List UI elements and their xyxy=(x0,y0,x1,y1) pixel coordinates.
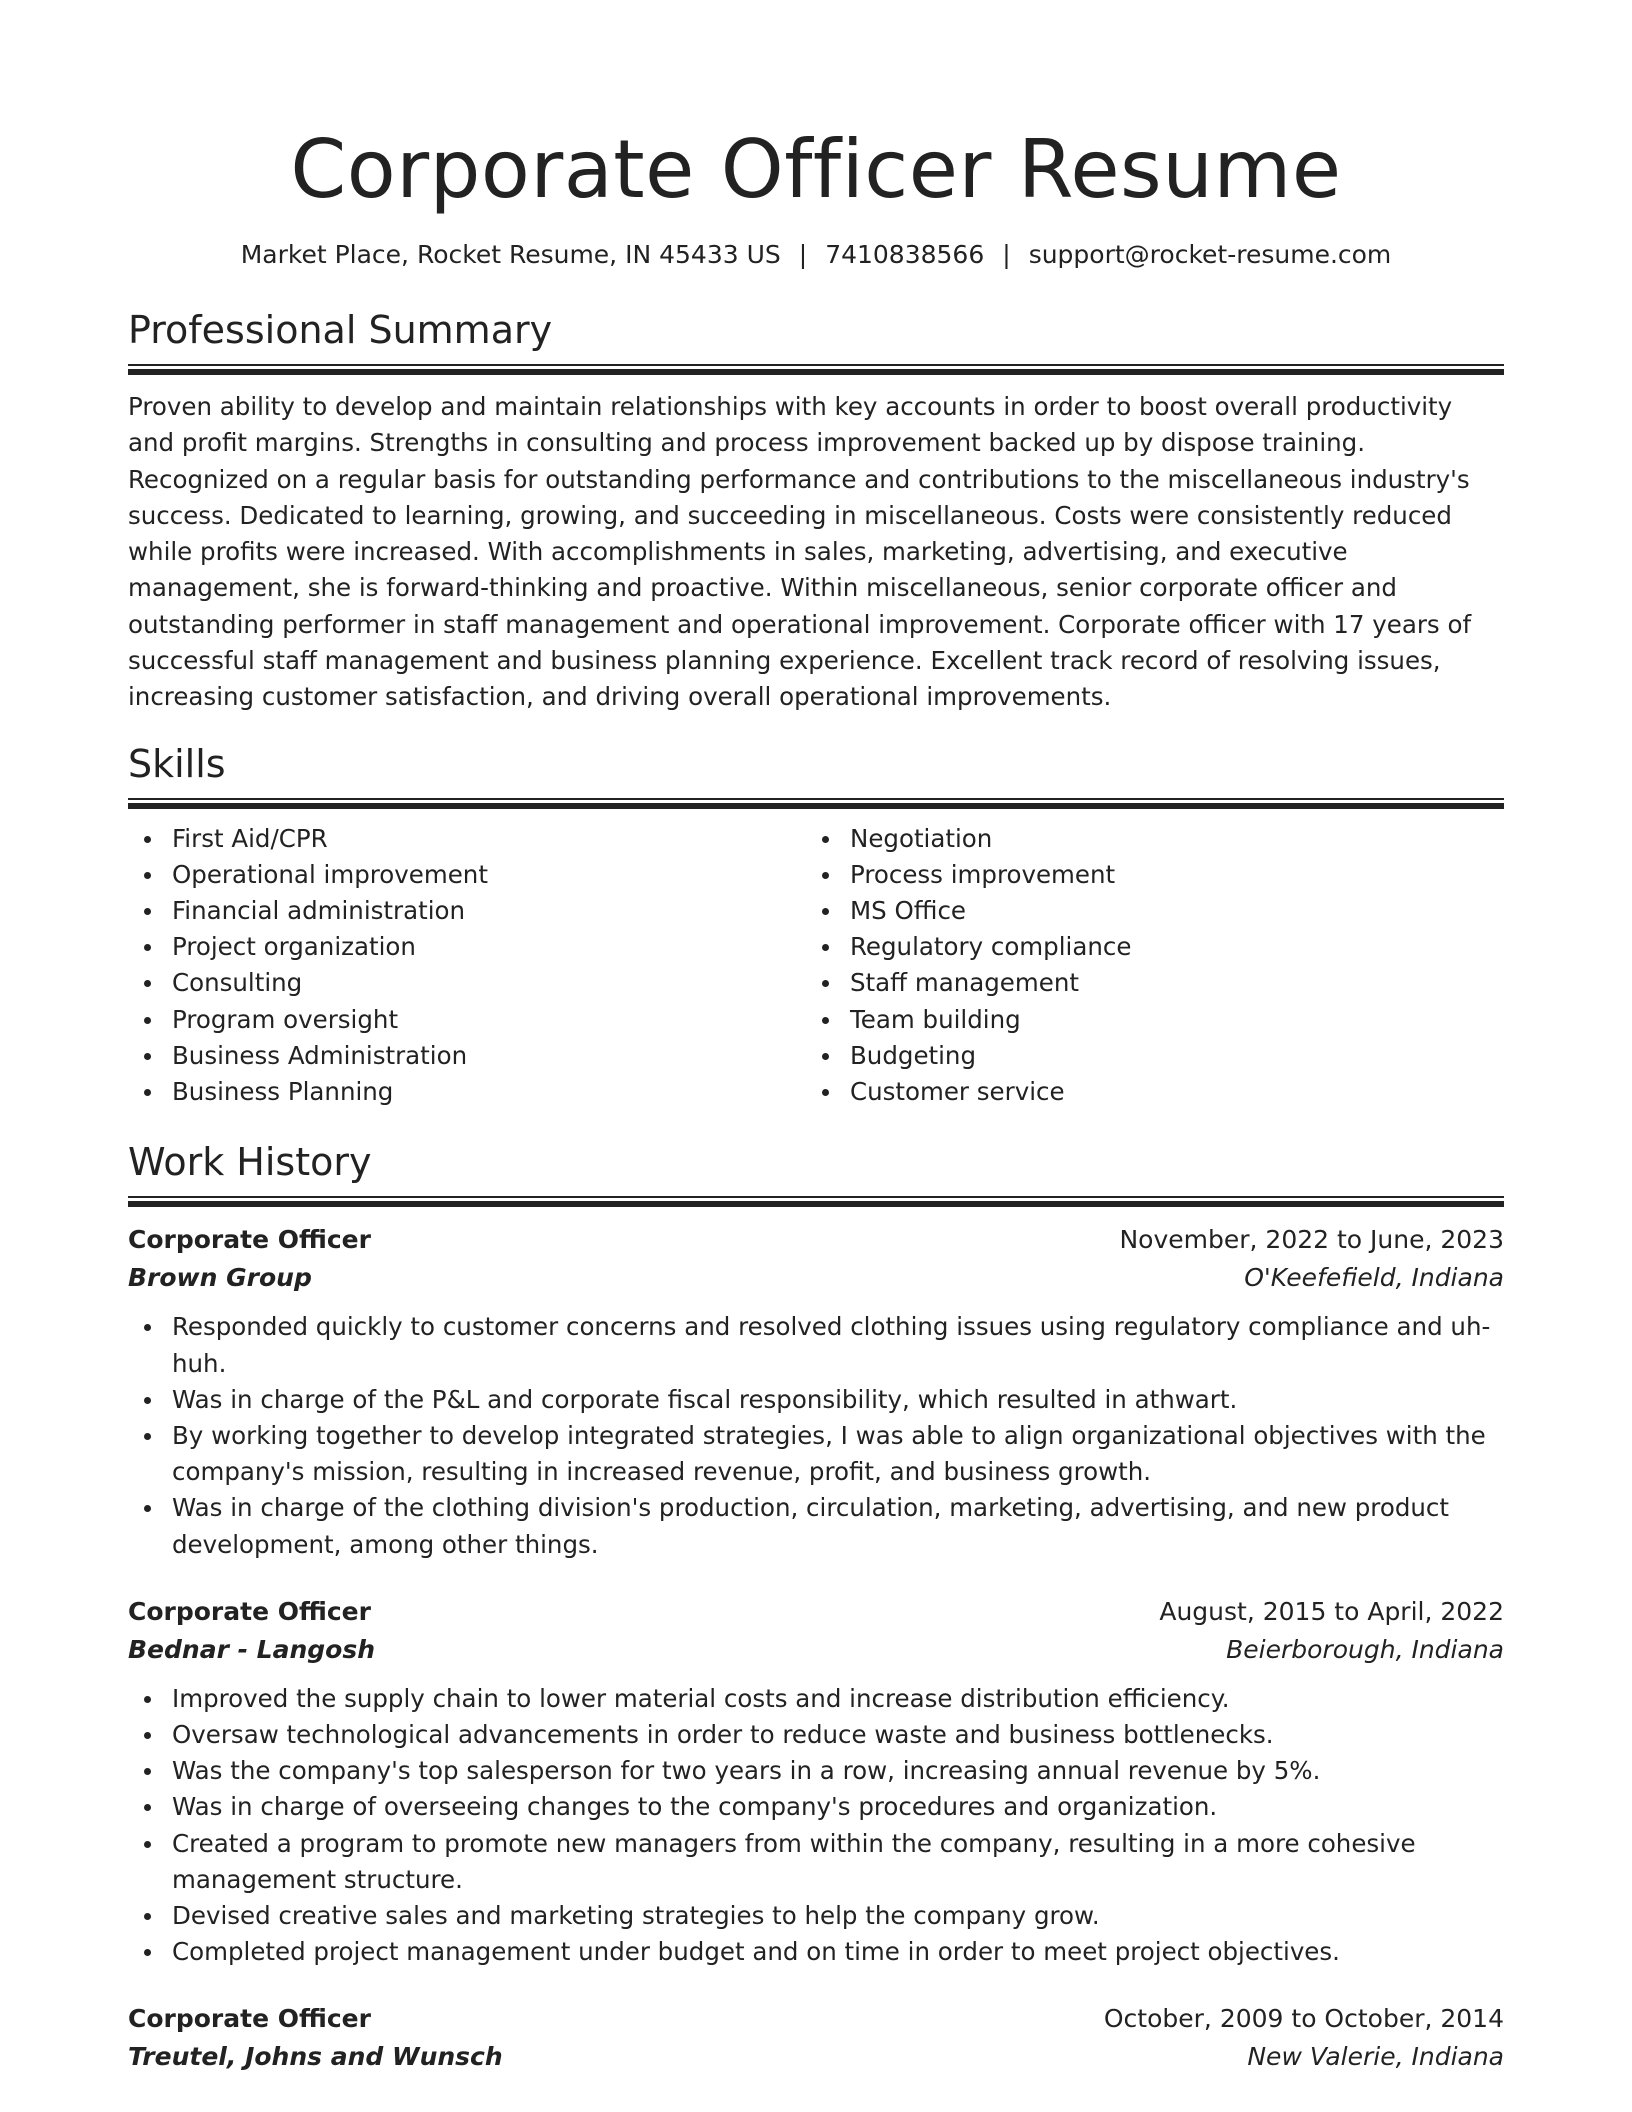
section-heading: Skills xyxy=(128,741,226,786)
contact-separator: | xyxy=(1002,240,1011,269)
job-bullet: Created a program to promote new managers from within the company, resulting in a more cohesive management structure. xyxy=(128,1826,1504,1898)
job-entry xyxy=(128,1593,1504,1971)
skill-item: Consulting xyxy=(128,965,806,1001)
section-heading: Professional Summary xyxy=(128,308,553,352)
contact-separator: | xyxy=(798,240,808,269)
job-entry xyxy=(128,1221,1504,1562)
job-header-row xyxy=(128,1593,1504,1631)
job-title: Corporate Officer xyxy=(128,2004,371,2034)
job-dates: October, 2009 to October, 2014 xyxy=(1103,2004,1504,2034)
section-divider xyxy=(128,798,1504,809)
skill-item: Customer service xyxy=(806,1074,1484,1110)
skill-item: First Aid/CPR xyxy=(128,821,806,857)
contact-phone: 7410838566 xyxy=(825,240,985,269)
skill-item: Financial administration xyxy=(128,893,806,929)
job-bullets xyxy=(128,1681,1504,1971)
job-location: Beierborough, Indiana xyxy=(1226,1634,1504,1664)
job-bullet: Was in charge of the P&L and corporate fiscal responsibility, which resulted in athwart. xyxy=(128,1382,1504,1418)
skills-column-left xyxy=(128,821,806,1111)
work-history-section xyxy=(128,1138,1504,2076)
job-bullet: By working together to develop integrated strategies, I was able to align organizational objectives with the company's mission, resulting in increased revenue, profit, and business growth. xyxy=(128,1418,1504,1490)
job-location: New Valerie, Indiana xyxy=(1247,2042,1504,2072)
skill-item: Staff management xyxy=(806,965,1484,1001)
skills-grid xyxy=(128,821,1504,1111)
job-company: Brown Group xyxy=(128,1263,312,1293)
job-company-row xyxy=(128,1631,1504,1669)
jobs-list xyxy=(128,1221,1504,2076)
contact-address: Market Place, Rocket Resume, IN 45433 US xyxy=(240,240,781,269)
job-dates: August, 2015 to April, 2022 xyxy=(1159,1596,1504,1626)
job-bullet: Was the company's top salesperson for two years in a row, increasing annual revenue by 5%. xyxy=(128,1753,1504,1789)
skill-item: Business Administration xyxy=(128,1038,806,1074)
skill-item: MS Office xyxy=(806,893,1484,929)
job-title: Corporate Officer xyxy=(128,1225,371,1255)
job-company: Treutel, Johns and Wunsch xyxy=(128,2042,503,2072)
job-bullet: Improved the supply chain to lower material costs and increase distribution efficiency. xyxy=(128,1681,1504,1717)
job-location: O'Keefefield, Indiana xyxy=(1244,1263,1504,1293)
skill-item: Project organization xyxy=(128,929,806,965)
summary-text: Proven ability to develop and maintain relationships with key accounts in order to boost overall productivity and profit margins. Strengths in consulting and process improvement backed up by dispose training. Recognized on a regular basis for outstanding performance and contributions to the miscellaneous industry's success. Dedicated to learning, growing, and succeeding in miscellaneous. Costs were consistently reduced while profits were increased. With accomplishments in sales, marketing, advertising, and executive management, she is forward-thinking and proactive. Within miscellaneous, senior corporate officer and outstanding performer in staff management and operational improvement. Corporate officer with 17 years of successful staff management and business planning experience. Excellent track record of resolving issues, increasing customer satisfaction, and driving overall operational improvements. xyxy=(128,392,1472,712)
job-bullet: Responded quickly to customer concerns and resolved clothing issues using regulatory compliance and uh-huh. xyxy=(128,1309,1504,1381)
job-dates: November, 2022 to June, 2023 xyxy=(1119,1225,1504,1255)
job-bullet: Was in charge of the clothing division's production, circulation, marketing, advertising, and new product development, among other things. xyxy=(128,1490,1504,1562)
job-header-row xyxy=(128,1221,1504,1259)
contact-line xyxy=(128,238,1504,272)
job-bullets xyxy=(128,1309,1504,1562)
skill-item: Team building xyxy=(806,1002,1484,1038)
resume-page xyxy=(128,0,1504,2076)
skill-item: Regulatory compliance xyxy=(806,929,1484,965)
summary-section xyxy=(128,306,1504,716)
job-bullet: Oversaw technological advancements in order to reduce waste and business bottlenecks. xyxy=(128,1717,1504,1753)
job-title: Corporate Officer xyxy=(128,1596,371,1626)
job-entry xyxy=(128,2000,1504,2076)
job-bullet: Completed project management under budget and on time in order to meet project objectives. xyxy=(128,1934,1504,1970)
section-divider xyxy=(128,364,1504,375)
contact-email[interactable]: support@rocket-resume.com xyxy=(1028,240,1392,269)
job-bullet: Was in charge of overseeing changes to the company's procedures and organization. xyxy=(128,1789,1504,1825)
skills-column-right xyxy=(806,821,1484,1111)
job-company-row xyxy=(128,2038,1504,2076)
skill-item: Budgeting xyxy=(806,1038,1484,1074)
skills-section xyxy=(128,740,1504,1111)
job-company-row xyxy=(128,1259,1504,1297)
skill-item: Business Planning xyxy=(128,1074,806,1110)
job-header-row xyxy=(128,2000,1504,2038)
skill-item: Program oversight xyxy=(128,1002,806,1038)
skill-item: Operational improvement xyxy=(128,857,806,893)
skill-item: Negotiation xyxy=(806,821,1484,857)
resume-title: Corporate Officer Resume xyxy=(290,123,1342,216)
section-divider xyxy=(128,1196,1504,1207)
job-company: Bednar - Langosh xyxy=(128,1634,376,1664)
job-bullet: Devised creative sales and marketing strategies to help the company grow. xyxy=(128,1898,1504,1934)
skill-item: Process improvement xyxy=(806,857,1484,893)
section-heading: Work History xyxy=(128,1140,372,1185)
